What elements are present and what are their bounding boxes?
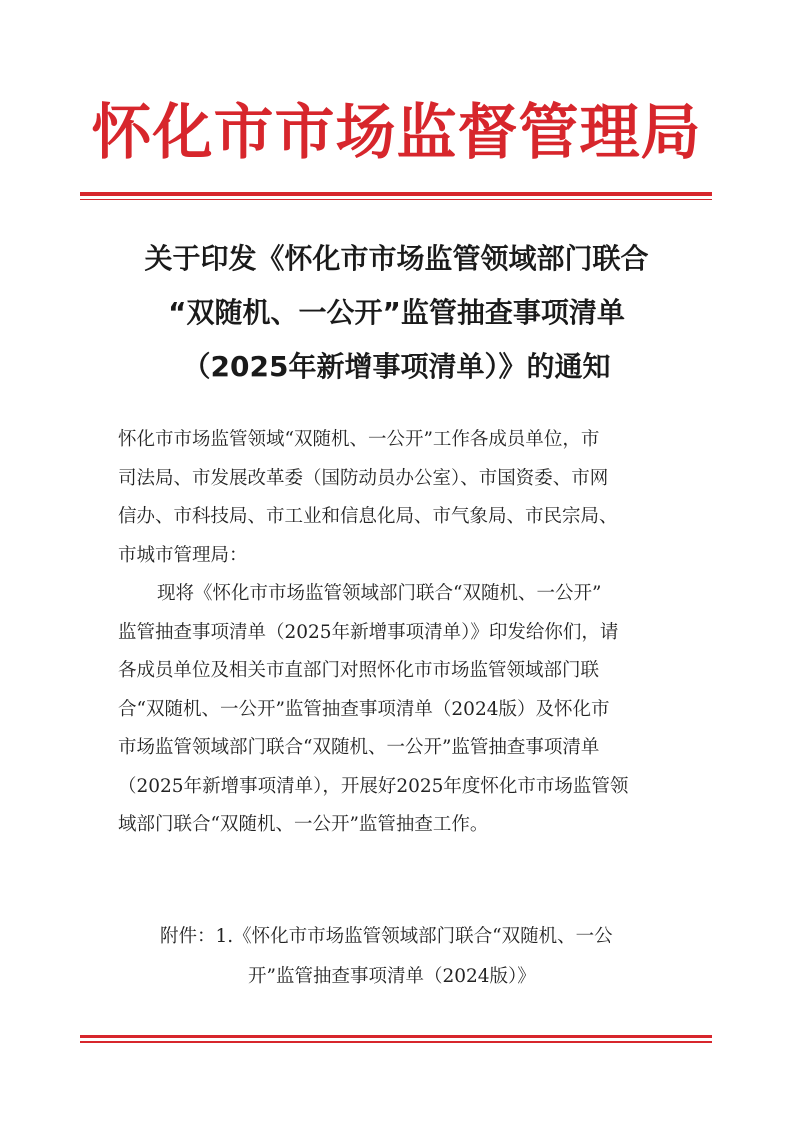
title-line-3: （2025年新增事项清单）》的通知 — [182, 350, 611, 383]
body-line: 市场监管领域部门联合“双随机、一公开”监管抽查事项清单 — [118, 737, 600, 758]
title-line-1: 关于印发《怀化市市场监管领域部门联合 — [144, 242, 649, 275]
attachment-block — [160, 917, 720, 997]
footer-divider-thin — [80, 1041, 712, 1043]
addressee-block — [118, 421, 688, 575]
attachment-line-1: 附件：1.《怀化市市场监管领域部门联合“双随机、一公 — [160, 926, 613, 947]
body-line: 现将《怀化市市场监管领域部门联合“双随机、一公开” — [157, 583, 602, 604]
addressee-line: 市城市管理局： — [118, 544, 248, 566]
body-line: 各成员单位及相关市直部门对照怀化市市场监管领域部门联 — [118, 660, 600, 681]
letterhead-org-name: 怀化市市场监督管理局 — [91, 98, 702, 168]
body-line: 监管抽查事项清单（2025年新增事项清单）》印发给你们，请 — [118, 621, 619, 643]
body-line: 合“双随机、一公开”监管抽查事项清单（2024版）及怀化市 — [118, 698, 610, 720]
header-divider-thick — [80, 192, 712, 196]
body-paragraph — [118, 575, 688, 845]
footer-divider-thick — [80, 1035, 712, 1038]
addressee-line: 信办、市科技局、市工业和信息化局、市气象局、市民宗局、 — [118, 506, 618, 527]
attachment-line-2: 开”监管抽查事项清单（2024版）》 — [248, 966, 536, 987]
body-line: （2025年新增事项清单），开展好2025年度怀化市市场监管领 — [118, 775, 629, 797]
addressee-line: 司法局、市发展改革委（国防动员办公室）、市国资委、市网 — [118, 467, 609, 489]
addressee-line: 怀化市市场监管领域“双随机、一公开”工作各成员单位，市 — [118, 429, 600, 450]
header-divider-thin — [80, 199, 712, 200]
body-line: 域部门联合“双随机、一公开”监管抽查工作。 — [118, 814, 489, 835]
document-title — [60, 232, 733, 394]
title-line-2: “双随机、一公开”监管抽查事项清单 — [168, 296, 625, 329]
